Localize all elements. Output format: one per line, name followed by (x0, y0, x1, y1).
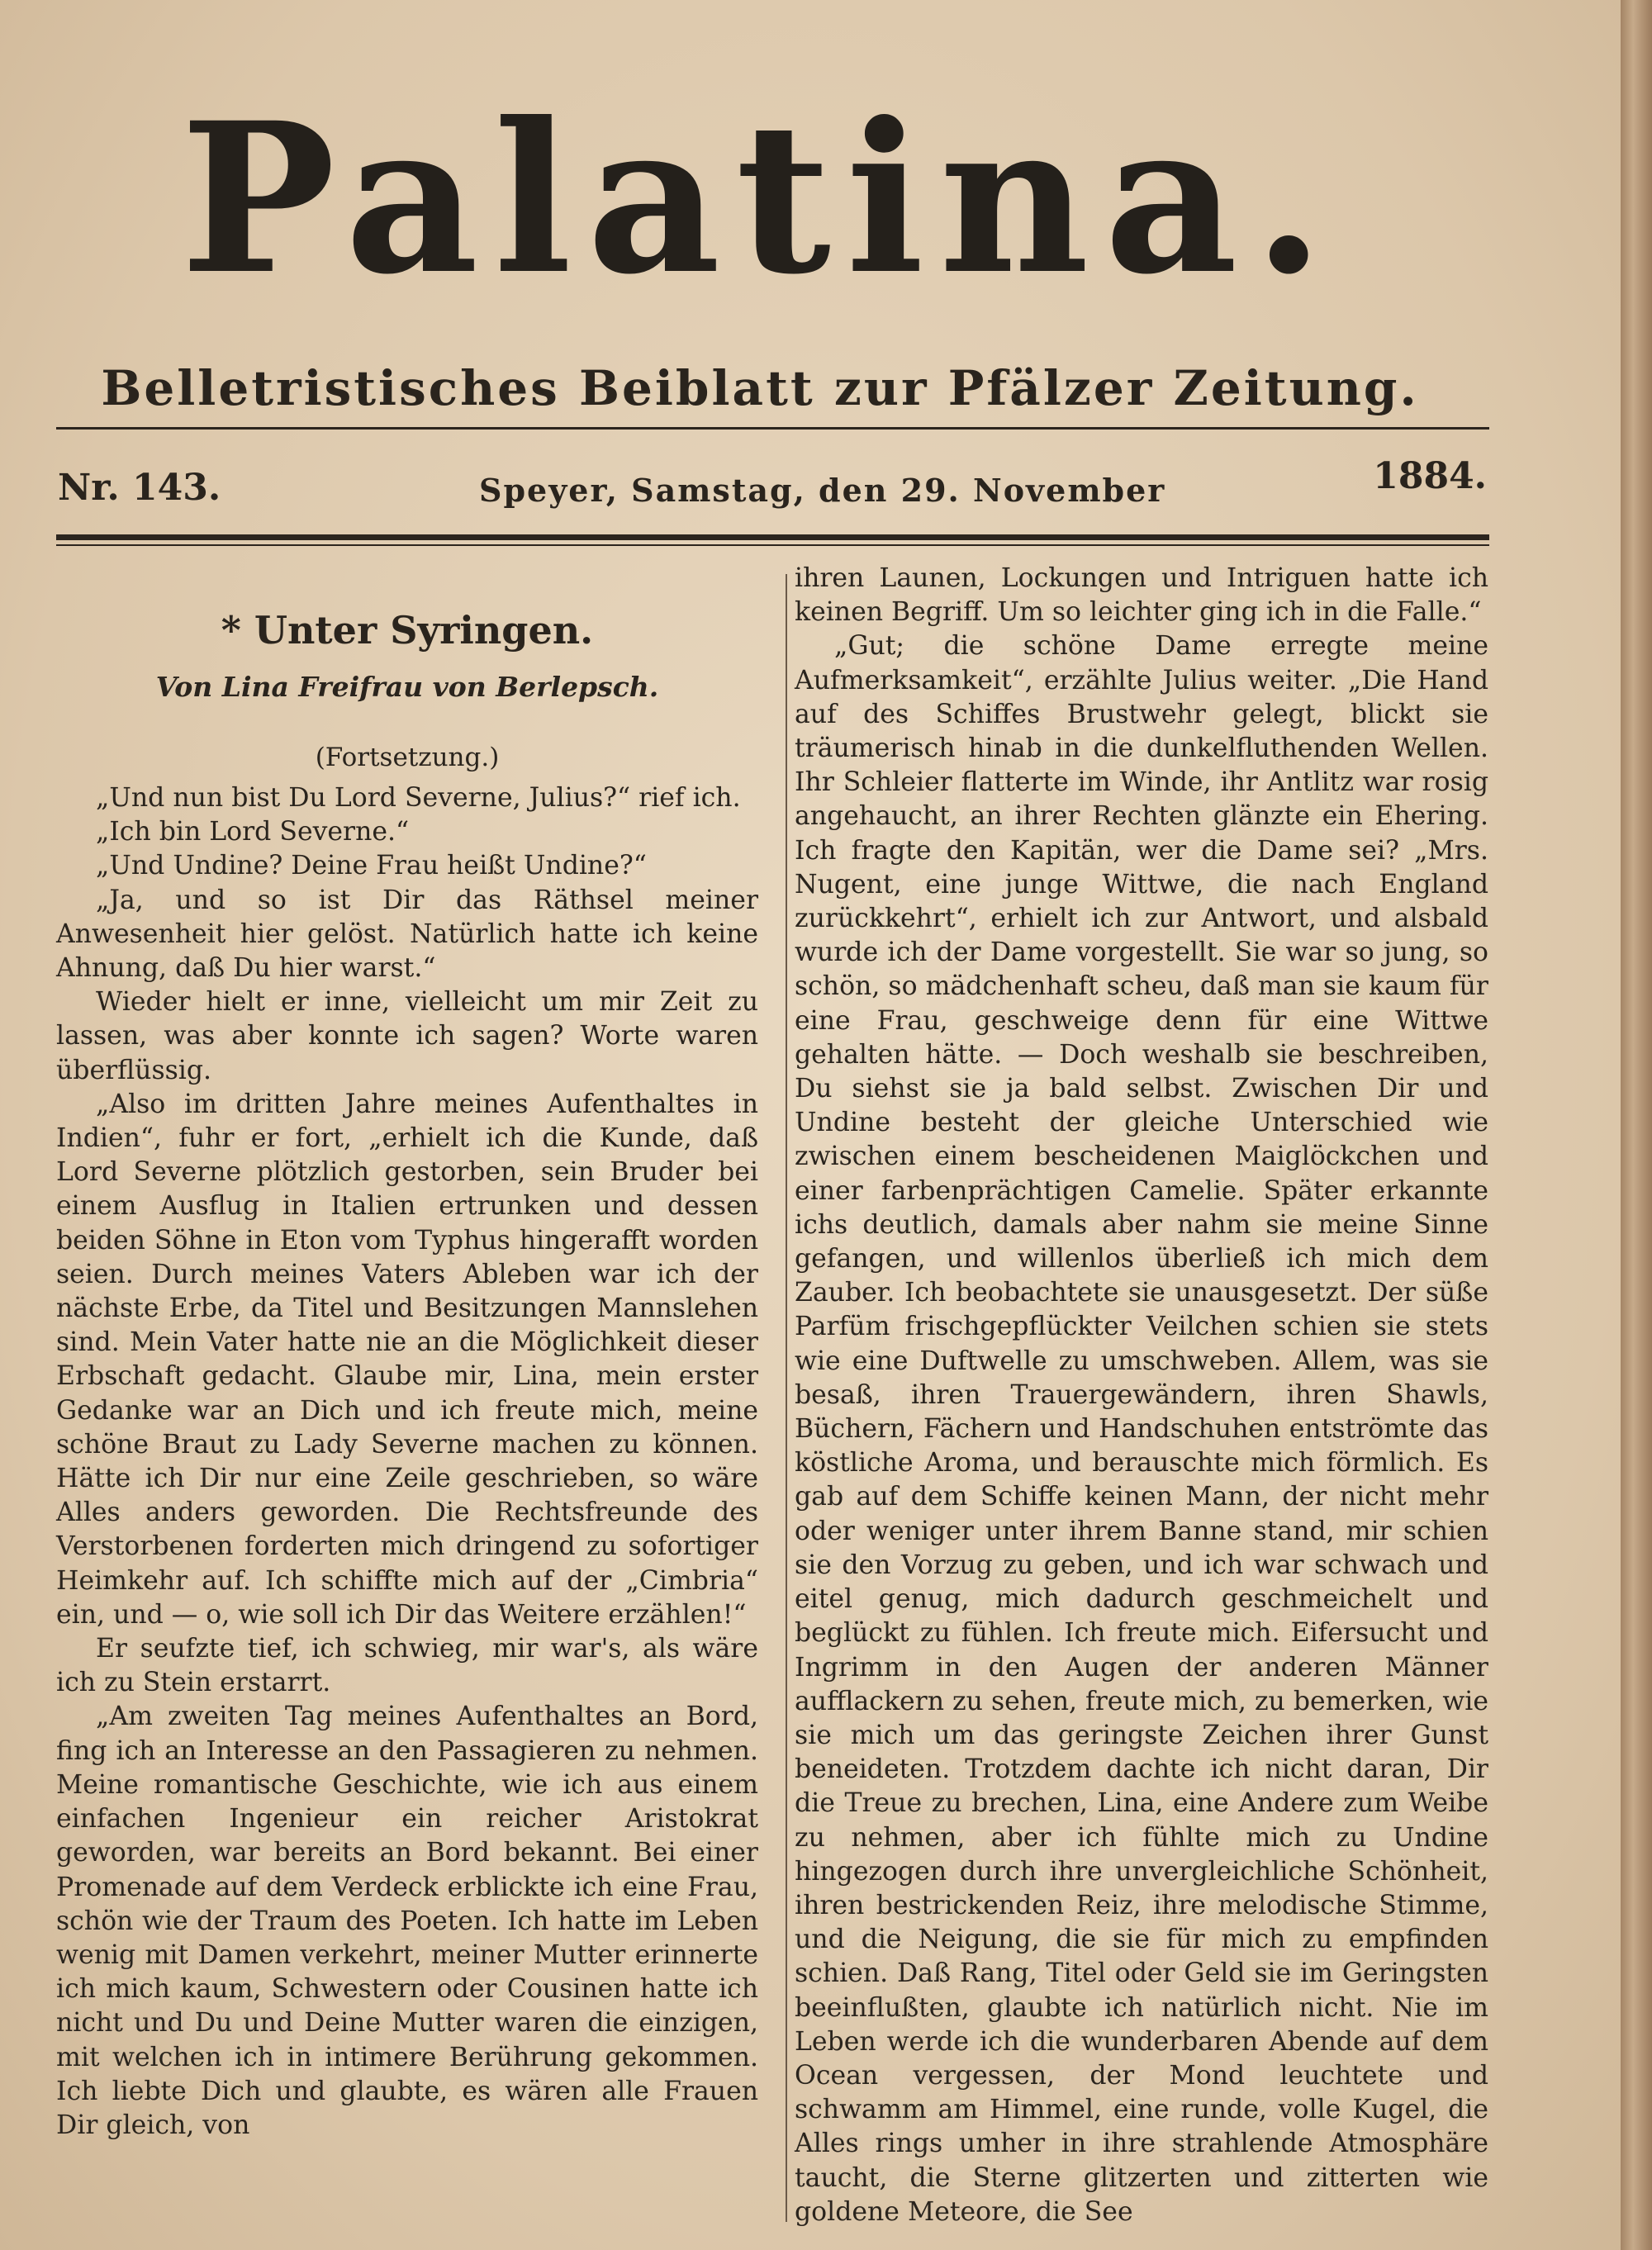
paragraph: ihren Launen, Lockungen und Intriguen hatte ich keinen Begriff. Um so leichter ging ich in die Falle.“ (795, 563, 1488, 628)
paragraph: „Und Undine? Deine Frau heißt Undine?“ (96, 851, 647, 881)
masthead-subtitle: Belletristisches Beiblatt zur Pfälzer Zeitung. (101, 360, 1419, 416)
story-author: Von Lina Freifrau von Berlepsch. (155, 671, 659, 703)
issue-number: Nr. 143. (58, 467, 221, 509)
issue-line (58, 455, 1487, 525)
paragraph: „Gut; die schöne Dame erregte meine Aufmerksamkeit“, erzählte Julius weiter. „Die Hand auf des Schiffes Brustwehr gelegt, blickt sie träumerisch hinab in die dunkelfluthenden Wellen. Ihr Schleier flatterte im Winde, ihr Antlitz war rosig angehaucht, an ihrer Rechten glänzte ein Ehering. Ich fragte den Kapitän, wer die Dame sei? „Mrs. Nugent, eine junge Wittwe, die nach England zurückkehrt“, erhielt ich zur Antwort, und alsbald wurde ich der Dame vorgestellt. Sie war so jung, so schön, so mädchenhaft scheu, daß man sie kaum für eine Frau, geschweige denn für eine Wittwe gehalten hätte. — Doch weshalb sie beschreiben, Du siehst sie ja bald selbst. Zwischen Dir und Undine besteht der gleiche Unterschied wie zwischen einem bescheidenen Maiglöckchen und einer farbenprächtigen Camelie. Später erkannte ichs deutlich, damals aber nahm sie meine Sinne gefangen, und willenlos überließ ich mich dem Zauber. Ich beobachtete sie unausgesetzt. Der süße Parfüm frischgepflückter Veilchen schien sie stets wie eine Duftwelle zu umschweben. Allem, was sie besaß, ihren Trauergewändern, ihren Shawls, Büchern, Fächern und Handschuhen entströmte das köstliche Aroma, und berauschte mich förmlich. Es gab auf dem Schiffe keinen Mann, der nicht mehr oder weniger unter ihrem Banne stand, mir schien sie den Vorzug zu geben, und ich war schwach und eitel genug, mich dadurch geschmeichelt und beglückt zu fühlen. Ich freute mich. Eifersucht und Ingrimm in den Augen der anderen Männer aufflackern zu sehen, freute mich, zu bemerken, wie sie mich um das geringste Zeichen ihrer Gunst beneideten. Trotzdem dachte ich nicht daran, Dir die Treue zu brechen, Lina, eine Andere zum Weibe zu nehmen, aber ich fühlte mich zu Undine hingezogen durch ihre unvergleichliche Schönheit, ihren bestrickenden Reiz, ihre melodische Stimme, und die Neigung, die sie für mich zu empfinden schien. Daß Rang, Titel oder Geld sie im Geringsten beeinflußten, glaubte ich natürlich nicht. Nie im Leben werde ich die wunderbaren Abende auf dem Ocean vergessen, der Mond leuchtete und schwamm am Himmel, eine runde, volle Kugel, die Alles rings umher in ihre strahlende Atmosphäre taucht, die Sterne glitzerten und zitterten wie goldene Meteore, die See (795, 631, 1488, 2227)
paragraph: „Am zweiten Tag meines Aufenthaltes an Bord, fing ich an Interesse an den Passagieren zu nehmen. Meine romantische Geschichte, wie ich aus einem einfachen Ingenieur ein reicher Aristokrat geworden, war bereits an Bord bekannt. Bei einer Promenade auf dem Verdeck erblickte ich eine Frau, schön wie der Traum des Poeten. Ich hatte im Leben wenig mit Damen verkehrt, meiner Mutter erinnerte ich mich kaum, Schwestern oder Cousinen hatte ich nicht und Du und Deine Mutter waren die einzigen, mit welchen ich in intimere Berührung gekommen. Ich liebte Dich und glaubte, es wären alle Frauen Dir gleich, von (56, 1702, 758, 2140)
page-binding-edge (1621, 0, 1652, 2250)
paragraph: „Ich bin Lord Severne.“ (96, 817, 410, 847)
paragraph: Er seufzte tief, ich schwieg, mir war's, als wäre ich zu Stein erstarrt. (56, 1634, 758, 1698)
issue-date: Speyer, Samstag, den 29. November (479, 472, 1166, 509)
left-column (56, 578, 758, 2143)
issue-year: 1884. (1373, 455, 1487, 497)
paragraph: Wieder hielt er inne, vielleicht um mir Zeit zu lassen, was aber konnte ich sagen? Worte waren überflüssig. (56, 987, 758, 1085)
paragraph: „Also im dritten Jahre meines Aufenthaltes in Indien“, fuhr er fort, „erhielt ich die Kunde, daß Lord Severne plötzlich gestorben, sein Bruder bei einem Ausflug in Italien ertrunken und dessen beiden Söhne in Eton vom Typhus hingerafft worden seien. Durch meines Vaters Ableben war ich der nächste Erbe, da Titel und Besitzungen Mannslehen sind. Mein Vater hatte nie an die Möglichkeit dieser Erbschaft gedacht. Glaube mir, Lina, mein erster Gedanke war an Dich und ich freute mich, meine schöne Braut zu Lady Severne machen zu können. Hätte ich Dir nur eine Zeile geschrieben, so wäre Alles anders geworden. Die Rechtsfreunde des Verstorbenen forderten mich dringend zu sofortiger Heimkehr auf. Ich schiffte mich auf der „Cimbria“ ein, und — o, wie soll ich Dir das Weitere erzählen!“ (56, 1089, 758, 1630)
header-rule-top (56, 427, 1489, 430)
header-rule-bottom-thin (56, 544, 1489, 546)
right-column (795, 562, 1488, 2229)
paragraph: „Ja, und so ist Dir das Räthsel meiner Anwesenheit hier gelöst. Natürlich hatte ich keine Ahnung, daß Du hier warst.“ (56, 885, 758, 984)
column-divider (786, 574, 787, 2222)
continuation-note: (Fortsetzung.) (315, 743, 500, 772)
story-title: * Unter Syringen. (221, 608, 594, 653)
masthead-title: Palatina. (180, 77, 1340, 320)
header-rule-bottom (56, 534, 1489, 540)
paragraph: „Und nun bist Du Lord Severne, Julius?“ rief ich. (96, 783, 741, 813)
